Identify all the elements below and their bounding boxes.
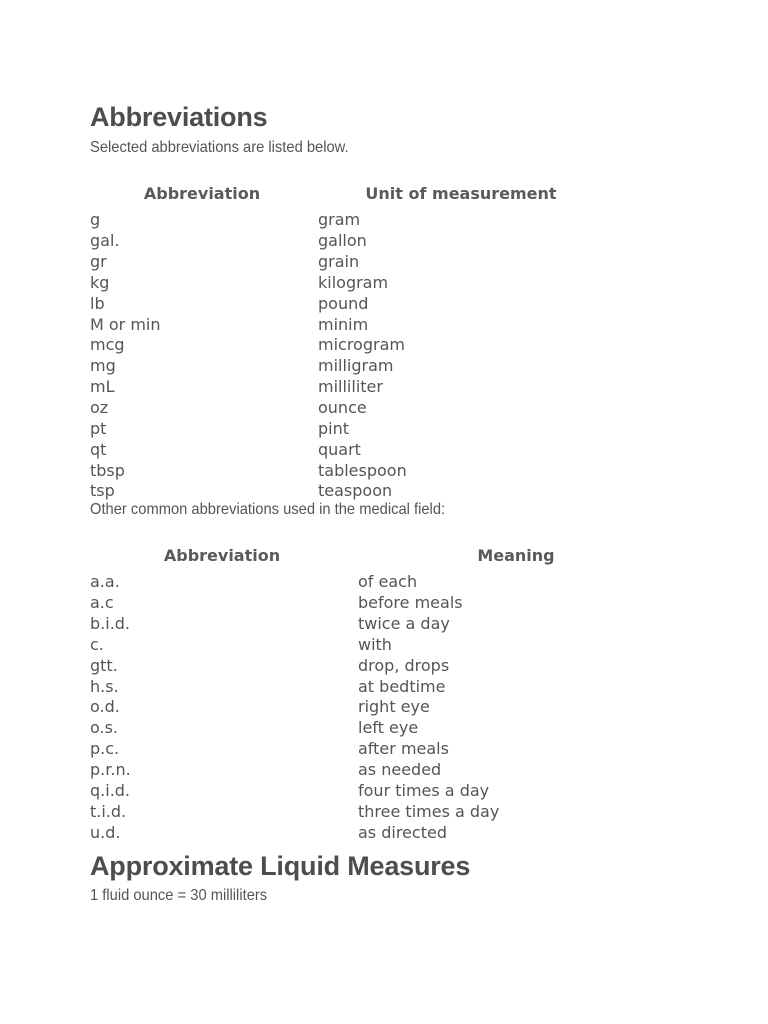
meaning-cell: kilogram [318, 272, 389, 292]
table-row [88, 398, 606, 419]
table-row [88, 801, 676, 822]
abbreviation-cell: tsp [90, 481, 115, 501]
abbreviation-cell: lb [90, 293, 105, 313]
meaning-cell: three times a day [358, 801, 500, 821]
meaning-cell: with [358, 634, 392, 654]
abbreviation-cell: gtt. [90, 655, 118, 675]
abbreviation-cell: mg [90, 356, 116, 376]
meaning-cell: twice a day [358, 614, 450, 634]
abbreviation-cell: mL [90, 377, 115, 397]
meaning-cell: microgram [318, 335, 405, 355]
table-row [88, 460, 606, 481]
abbreviation-cell: gal. [90, 231, 120, 251]
table-row [88, 314, 606, 335]
medical-header-meaning: Meaning [477, 546, 555, 565]
abbreviation-cell: g [90, 210, 101, 230]
abbreviation-cell: qt [90, 439, 107, 459]
meaning-cell: milliliter [318, 377, 383, 397]
abbreviation-cell: b.i.d. [90, 614, 131, 634]
meaning-cell: as directed [358, 822, 447, 842]
table-row [88, 718, 676, 739]
abbreviations-intro: Selected abbreviations are listed below. [90, 139, 349, 156]
abbreviation-cell: gr [90, 252, 107, 272]
table-row [88, 439, 606, 460]
table-row [88, 481, 606, 502]
table-row [88, 760, 676, 781]
table-row [88, 335, 606, 356]
meaning-cell: before meals [358, 593, 463, 613]
units-header-unit: Unit of measurement [365, 184, 557, 203]
table-row [88, 572, 676, 593]
table-row [88, 377, 606, 398]
table-row [88, 252, 606, 273]
meaning-cell: gram [318, 210, 361, 230]
abbreviation-cell: o.d. [90, 697, 120, 717]
table-row [88, 273, 606, 294]
meaning-cell: gallon [318, 231, 367, 251]
units-table [88, 184, 606, 502]
abbreviation-cell: mcg [90, 335, 125, 355]
abbreviation-cell: q.i.d. [90, 780, 131, 800]
medical-table-body [88, 572, 676, 843]
abbreviation-cell: t.i.d. [90, 801, 127, 821]
abbreviation-cell: tbsp [90, 460, 125, 480]
abbreviation-cell: pt [90, 418, 107, 438]
table-row [88, 593, 676, 614]
meaning-cell: at bedtime [358, 676, 446, 696]
meaning-cell: grain [318, 252, 360, 272]
meaning-cell: right eye [358, 697, 430, 717]
meaning-cell: quart [318, 439, 361, 459]
medical-table-header [88, 546, 676, 572]
meaning-cell: as needed [358, 760, 442, 780]
other-abbreviations-intro: Other common abbreviations used in the medical field: [90, 501, 446, 518]
meaning-cell: pint [318, 418, 350, 438]
abbreviation-cell: p.r.n. [90, 760, 131, 780]
table-row [88, 635, 676, 656]
liquid-measures-line: 1 fluid ounce = 30 milliliters [90, 887, 268, 904]
table-row [88, 231, 606, 252]
meaning-cell: ounce [318, 398, 367, 418]
table-row [88, 739, 676, 760]
table-row [88, 655, 676, 676]
meaning-cell: drop, drops [358, 655, 450, 675]
table-row [88, 418, 606, 439]
meaning-cell: of each [358, 572, 418, 592]
abbreviation-cell: kg [90, 272, 110, 292]
meaning-cell: four times a day [358, 780, 490, 800]
medical-header-abbreviation: Abbreviation [163, 546, 281, 565]
abbreviation-cell: p.c. [90, 739, 120, 759]
meaning-cell: teaspoon [318, 481, 393, 501]
table-row [88, 697, 676, 718]
units-table-body [88, 210, 606, 502]
meaning-cell: milligram [318, 356, 394, 376]
abbreviation-cell: h.s. [90, 676, 119, 696]
units-table-header [88, 184, 606, 210]
medical-table [88, 546, 676, 843]
liquid-measures-heading: Approximate Liquid Measures [90, 851, 471, 881]
units-header-abbreviation: Abbreviation [143, 184, 261, 203]
table-row [88, 780, 676, 801]
table-row [88, 614, 676, 635]
abbreviation-cell: o.s. [90, 718, 119, 738]
table-row [88, 210, 606, 231]
meaning-cell: after meals [358, 739, 449, 759]
meaning-cell: tablespoon [318, 460, 407, 480]
abbreviation-cell: a.c [90, 593, 114, 613]
abbreviation-cell: c. [90, 634, 104, 654]
abbreviation-cell: oz [90, 398, 109, 418]
table-row [88, 822, 676, 843]
abbreviation-cell: a.a. [90, 572, 120, 592]
table-row [88, 676, 676, 697]
table-row [88, 293, 606, 314]
meaning-cell: minim [318, 314, 369, 334]
abbreviation-cell: u.d. [90, 822, 121, 842]
abbreviation-cell: M or min [90, 314, 161, 334]
table-row [88, 356, 606, 377]
meaning-cell: left eye [358, 718, 419, 738]
meaning-cell: pound [318, 293, 369, 313]
abbreviations-heading: Abbreviations [90, 102, 268, 132]
